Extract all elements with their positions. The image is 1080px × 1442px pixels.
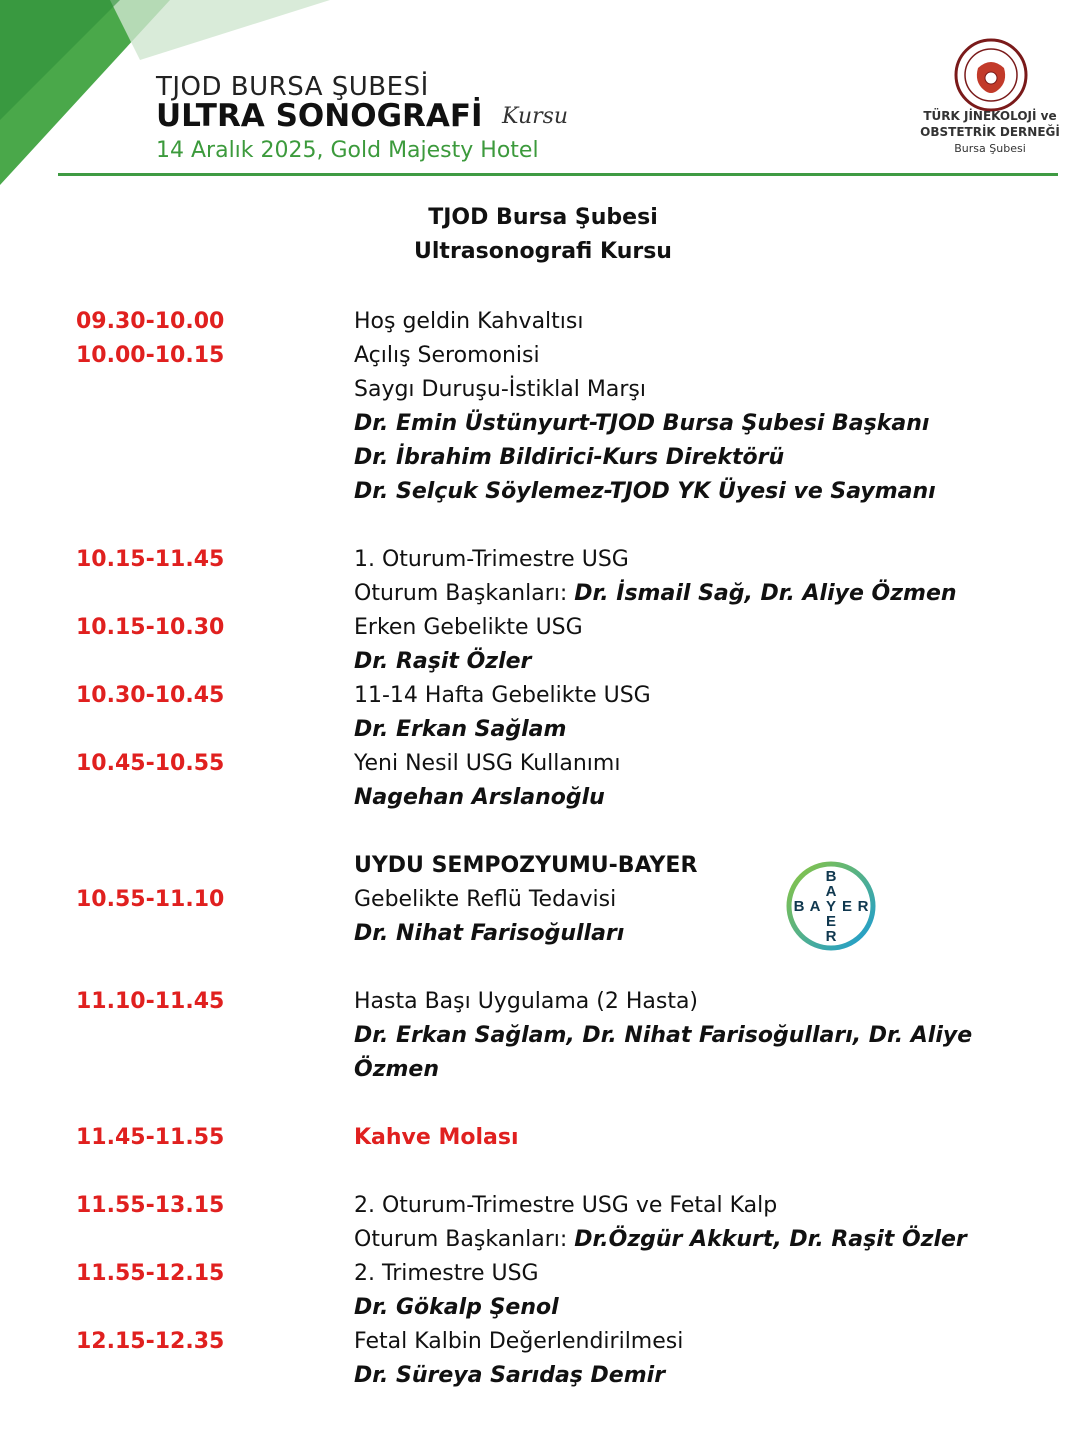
chairs-names: Dr.Özgür Akkurt, Dr. Raşit Özler: [574, 1227, 967, 1252]
header-date-venue: 14 Aralık 2025, Gold Majesty Hotel: [156, 138, 539, 163]
program-title-line2: Ultrasonografi Kursu: [414, 239, 672, 264]
bayer-letter: R: [825, 928, 837, 945]
schedule-row: [0, 1121, 1080, 1155]
row-speaker: Dr. Erkan Sağlam: [354, 717, 567, 742]
schedule-row: [0, 1257, 1080, 1291]
schedule-row: [0, 1189, 1080, 1223]
chairs-names: Dr. İsmail Sağ, Dr. Aliye Özmen: [574, 581, 957, 606]
program-title-line1: TJOD Bursa Şubesi: [428, 205, 658, 230]
row-speaker: Dr. Emin Üstünyurt-TJOD Bursa Şubesi Başkanı: [354, 411, 930, 436]
row-speaker: Dr. Nihat Farisoğulları: [354, 921, 625, 946]
schedule-row: [0, 1053, 1080, 1087]
schedule-row: [0, 883, 1080, 917]
row-speaker: Dr. İbrahim Bildirici-Kurs Direktörü: [354, 445, 785, 470]
org-name-line2: OBSTETRİK DERNEĞİ: [920, 125, 1060, 139]
schedule-row: [0, 305, 1080, 339]
schedule-row: [0, 985, 1080, 1019]
schedule-row: [0, 543, 1080, 577]
schedule-row: [0, 339, 1080, 373]
row-text: Fetal Kalbin Değerlendirilmesi: [354, 1329, 684, 1354]
row-text: [354, 1223, 967, 1257]
row-text: Hasta Başı Uygulama (2 Hasta): [354, 989, 699, 1014]
row-text: [354, 577, 957, 611]
schedule-row: [0, 577, 1080, 611]
tjod-logo-icon: [954, 38, 1028, 112]
bayer-letter: Y: [825, 898, 837, 915]
row-text: Yeni Nesil USG Kullanımı: [354, 751, 621, 776]
row-text: Gebelikte Reflü Tedavisi: [354, 887, 617, 912]
schedule-row: [0, 441, 1080, 475]
row-text: Açılış Seromonisi: [354, 343, 540, 368]
row-text: Saygı Duruşu-İstiklal Marşı: [354, 377, 646, 402]
row-time: 11.55-13.15: [76, 1193, 225, 1218]
row-speaker: Dr. Erkan Sağlam, Dr. Nihat Farisoğulları, Dr. Aliye: [354, 1023, 973, 1048]
schedule-row: [0, 407, 1080, 441]
header-course-name: ULTRA SONOGRAFİ: [156, 98, 483, 134]
schedule-row: [0, 1291, 1080, 1325]
row-time: 09.30-10.00: [76, 309, 225, 334]
schedule-row: [0, 679, 1080, 713]
row-time: 11.10-11.45: [76, 989, 225, 1014]
header-divider: [58, 173, 1058, 176]
row-speaker: Nagehan Arslanoğlu: [354, 785, 605, 810]
chairs-label: Oturum Başkanları:: [354, 1227, 575, 1252]
schedule-row: [0, 611, 1080, 645]
bayer-letter: E: [841, 898, 853, 915]
row-time: 10.00-10.15: [76, 343, 225, 368]
schedule-row: [0, 781, 1080, 815]
row-time: 11.55-12.15: [76, 1261, 225, 1286]
bayer-letter: A: [809, 898, 821, 915]
schedule-row: [0, 1325, 1080, 1359]
row-text: 2. Trimestre USG: [354, 1261, 539, 1286]
org-name-branch: Bursa Şubesi: [954, 142, 1026, 155]
schedule-row: [0, 849, 1080, 883]
schedule-row: [0, 645, 1080, 679]
symposium-heading: UYDU SEMPOZYUMU-BAYER: [354, 853, 698, 878]
row-text: 1. Oturum-Trimestre USG: [354, 547, 629, 572]
schedule-row: [0, 1223, 1080, 1257]
row-speaker: Dr. Gökalp Şenol: [354, 1295, 559, 1320]
row-time: 12.15-12.35: [76, 1329, 225, 1354]
schedule-row: [0, 1019, 1080, 1053]
row-speaker: Dr. Süreya Sarıdaş Demir: [354, 1363, 666, 1388]
schedule-row: [0, 747, 1080, 781]
org-name-line1: TÜRK JİNEKOLOJİ ve: [923, 109, 1057, 123]
bayer-letter: E: [825, 913, 837, 930]
header-branch-name: TJOD BURSA ŞUBESİ: [156, 72, 429, 102]
row-text: Hoş geldin Kahvaltısı: [354, 309, 584, 334]
row-time: 10.55-11.10: [76, 887, 225, 912]
row-time: 10.15-11.45: [76, 547, 225, 572]
bayer-letter: B: [793, 898, 805, 915]
schedule-row: [0, 475, 1080, 509]
row-time: 11.45-11.55: [76, 1125, 225, 1150]
bayer-letter: B: [825, 868, 837, 885]
row-time: 10.30-10.45: [76, 683, 225, 708]
row-speaker: Özmen: [354, 1057, 440, 1082]
schedule-row: [0, 373, 1080, 407]
bayer-logo-icon: [785, 860, 877, 952]
header-course-script: Kursu: [502, 104, 569, 129]
row-text: Erken Gebelikte USG: [354, 615, 583, 640]
schedule-row: [0, 1359, 1080, 1393]
row-text: 11-14 Hafta Gebelikte USG: [354, 683, 651, 708]
coffee-break-label: Kahve Molası: [354, 1125, 519, 1150]
schedule-row: [0, 713, 1080, 747]
row-text: 2. Oturum-Trimestre USG ve Fetal Kalp: [354, 1193, 778, 1218]
bayer-letter: R: [857, 898, 869, 915]
row-time: 10.15-10.30: [76, 615, 225, 640]
chairs-label: Oturum Başkanları:: [354, 581, 575, 606]
row-speaker: Dr. Raşit Özler: [354, 649, 532, 674]
bayer-letter: A: [825, 883, 837, 900]
row-time: 10.45-10.55: [76, 751, 225, 776]
row-speaker: Dr. Selçuk Söylemez-TJOD YK Üyesi ve Saymanı: [354, 479, 936, 504]
schedule-row: [0, 917, 1080, 951]
